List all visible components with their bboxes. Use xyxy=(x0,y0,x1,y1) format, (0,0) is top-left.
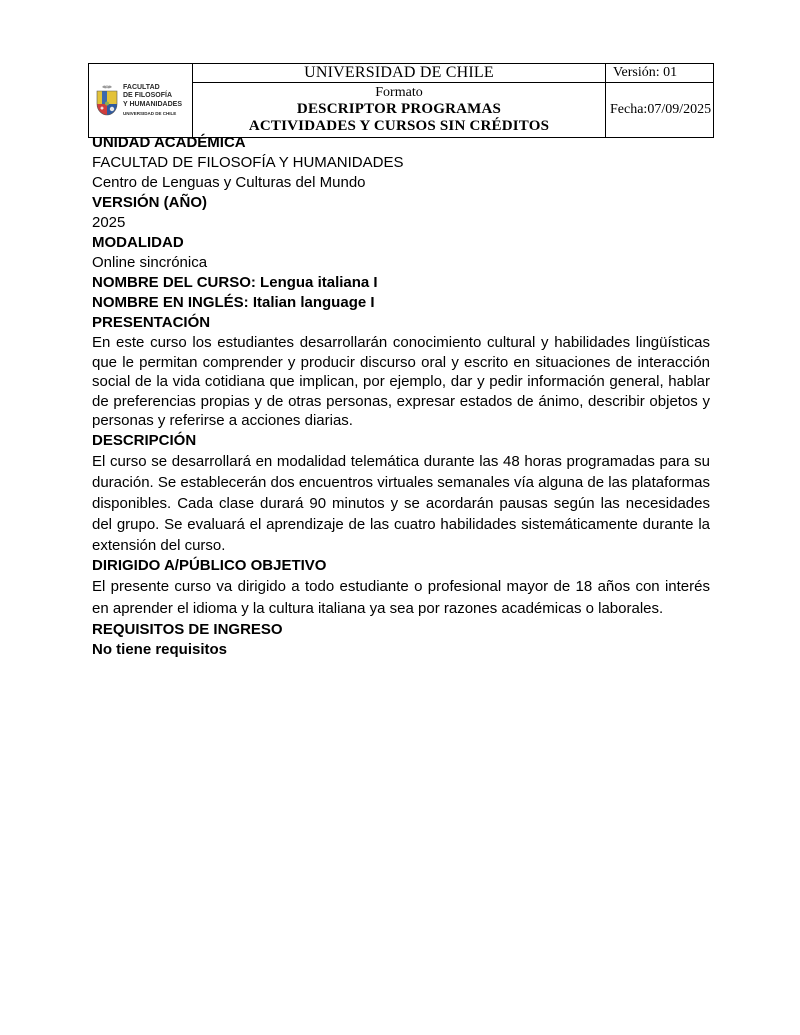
heading-dirigido: DIRIGIDO A/PÚBLICO OBJETIVO xyxy=(92,556,327,574)
nombre-en-ingles-line: NOMBRE EN INGLÉS: Italian language I xyxy=(92,294,375,311)
logo-faculty-line: Y HUMANIDADES xyxy=(123,100,182,108)
version-ano-value: 2025 xyxy=(92,214,126,231)
header-document-title xyxy=(193,83,605,137)
header-university-title: UNIVERSIDAD DE CHILE xyxy=(193,64,605,83)
centro-line: Centro de Lenguas y Culturas del Mundo xyxy=(92,174,366,191)
header-title-line2: ACTIVIDADES Y CURSOS SIN CRÉDITOS xyxy=(248,118,550,134)
heading-unidad-academica: UNIDAD ACADÉMICA xyxy=(92,134,246,151)
modalidad-value: Online sincrónica xyxy=(92,254,208,271)
heading-requisitos: REQUISITOS DE INGRESO xyxy=(92,620,283,638)
logo-faculty-line: FACULTAD xyxy=(123,83,160,91)
descripcion-paragraph: El curso se desarrollará en modalidad telemática durante las 48 horas programadas para su duración. Se establecerán dos encuentros virtuales semanales vía alguna de las plataformas disponibles. Cada clase durará 90 minutos y se acordarán pausas según las necesidades del grupo. Se evaluará el aprendizaje de las cuatro habilidades sistemáticamente durante la extensión del curso. xyxy=(92,452,710,554)
presentacion-paragraph: En este curso los estudiantes desarrollarán conocimiento cultural y habilidades lingüísticas que le permitan comprender y producir discurso oral y escrito en situaciones de interacción social de la vida cotidiana que implican, por ejemplo, dar y pedir información general, hablar de preferencias propias y de otras personas, expresar estados de ánimo, describir objetos y personas y referirse a acciones diarias. xyxy=(92,334,710,429)
document-body xyxy=(92,133,710,660)
facultad-line: FACULTAD DE FILOSOFÍA Y HUMANIDADES xyxy=(92,154,404,171)
header-date: Fecha:07/09/2025 xyxy=(605,83,713,137)
header-version: Versión: 01 xyxy=(605,64,713,83)
heading-presentacion: PRESENTACIÓN xyxy=(92,314,211,331)
dirigido-paragraph: El presente curso va dirigido a todo estudiante o profesional mayor de 18 años con interés en aprender el idioma y la cultura italiana ya sea por razones académicas o laborales. xyxy=(92,577,710,617)
heading-version-ano: VERSIÓN (AÑO) xyxy=(92,194,208,211)
requisitos-value: No tiene requisitos xyxy=(92,640,228,658)
nombre-del-curso-line: NOMBRE DEL CURSO: Lengua italiana I xyxy=(92,274,378,291)
heading-modalidad: MODALIDAD xyxy=(92,234,184,251)
heading-descripcion: DESCRIPCIÓN xyxy=(92,431,197,449)
logo-faculty-line: DE FILOSOFÍA xyxy=(123,92,172,100)
header-title-line1: DESCRIPTOR PROGRAMAS xyxy=(296,101,502,117)
university-shield-icon xyxy=(95,83,119,119)
header-table xyxy=(88,63,714,138)
logo-university-small: UNIVERSIDAD DE CHILE xyxy=(123,111,177,117)
logo-text xyxy=(123,84,182,118)
header-format-label: Formato xyxy=(375,85,423,100)
logo-cell xyxy=(89,64,193,137)
